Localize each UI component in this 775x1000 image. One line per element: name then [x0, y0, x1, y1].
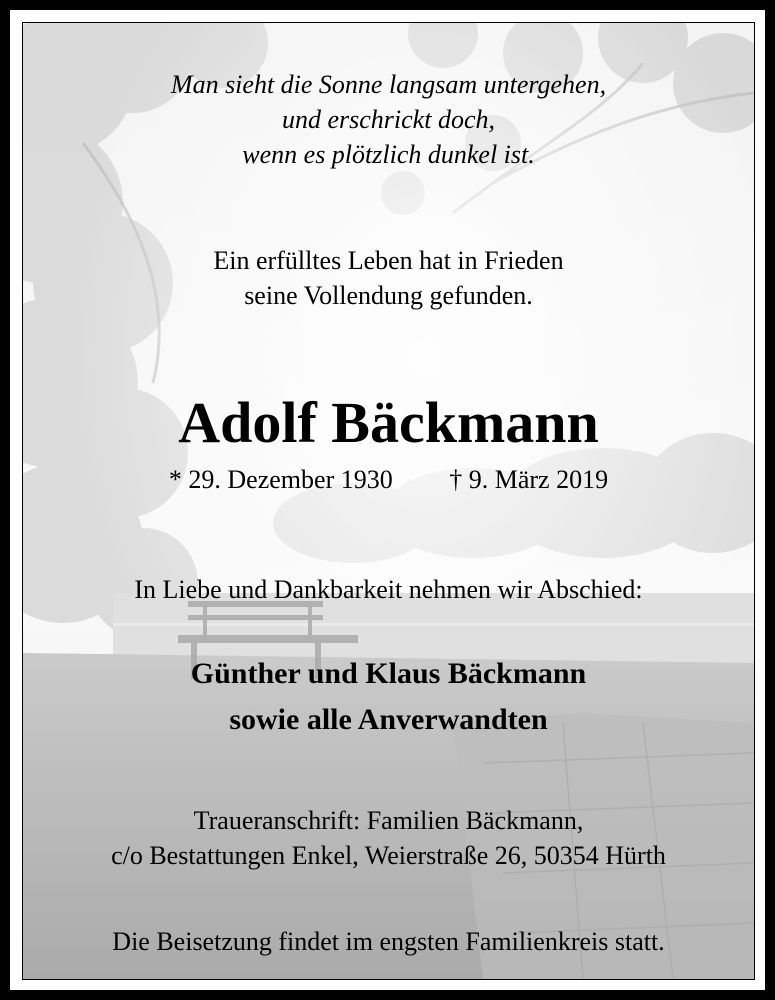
address-line: Traueranschrift: Familien Bäckmann,	[193, 806, 584, 835]
mourner-line: sowie alle Anverwandten	[229, 703, 548, 736]
mourner-line: Günther und Klaus Bäckmann	[190, 657, 587, 690]
poem-line: und erschrickt doch,	[281, 105, 495, 134]
address-line: c/o Bestattungen Enkel, Weierstraße 26, 50354 Hürth	[111, 841, 666, 870]
intro-line: Ein erfülltes Leben hat in Frieden	[213, 246, 564, 275]
death-date: † 9. März 2019	[449, 465, 609, 494]
inner-frame	[22, 22, 755, 980]
burial-note: Die Beisetzung findet im engsten Familienkreis statt.	[112, 927, 665, 956]
birth-date: * 29. Dezember 1930	[168, 465, 393, 494]
mourners-list	[23, 651, 754, 743]
mourning-address	[23, 803, 754, 873]
life-dates	[23, 463, 754, 497]
intro-text	[23, 243, 754, 313]
poem-line: Man sieht die Sonne langsam untergehen,	[170, 70, 607, 99]
poem-line: wenn es plötzlich dunkel ist.	[242, 140, 535, 169]
deceased-name: Adolf Bäckmann	[178, 390, 599, 455]
farewell-text: In Liebe und Dankbarkeit nehmen wir Abschied:	[134, 575, 643, 604]
intro-line: seine Vollendung gefunden.	[244, 281, 533, 310]
poem-verse	[23, 67, 754, 172]
